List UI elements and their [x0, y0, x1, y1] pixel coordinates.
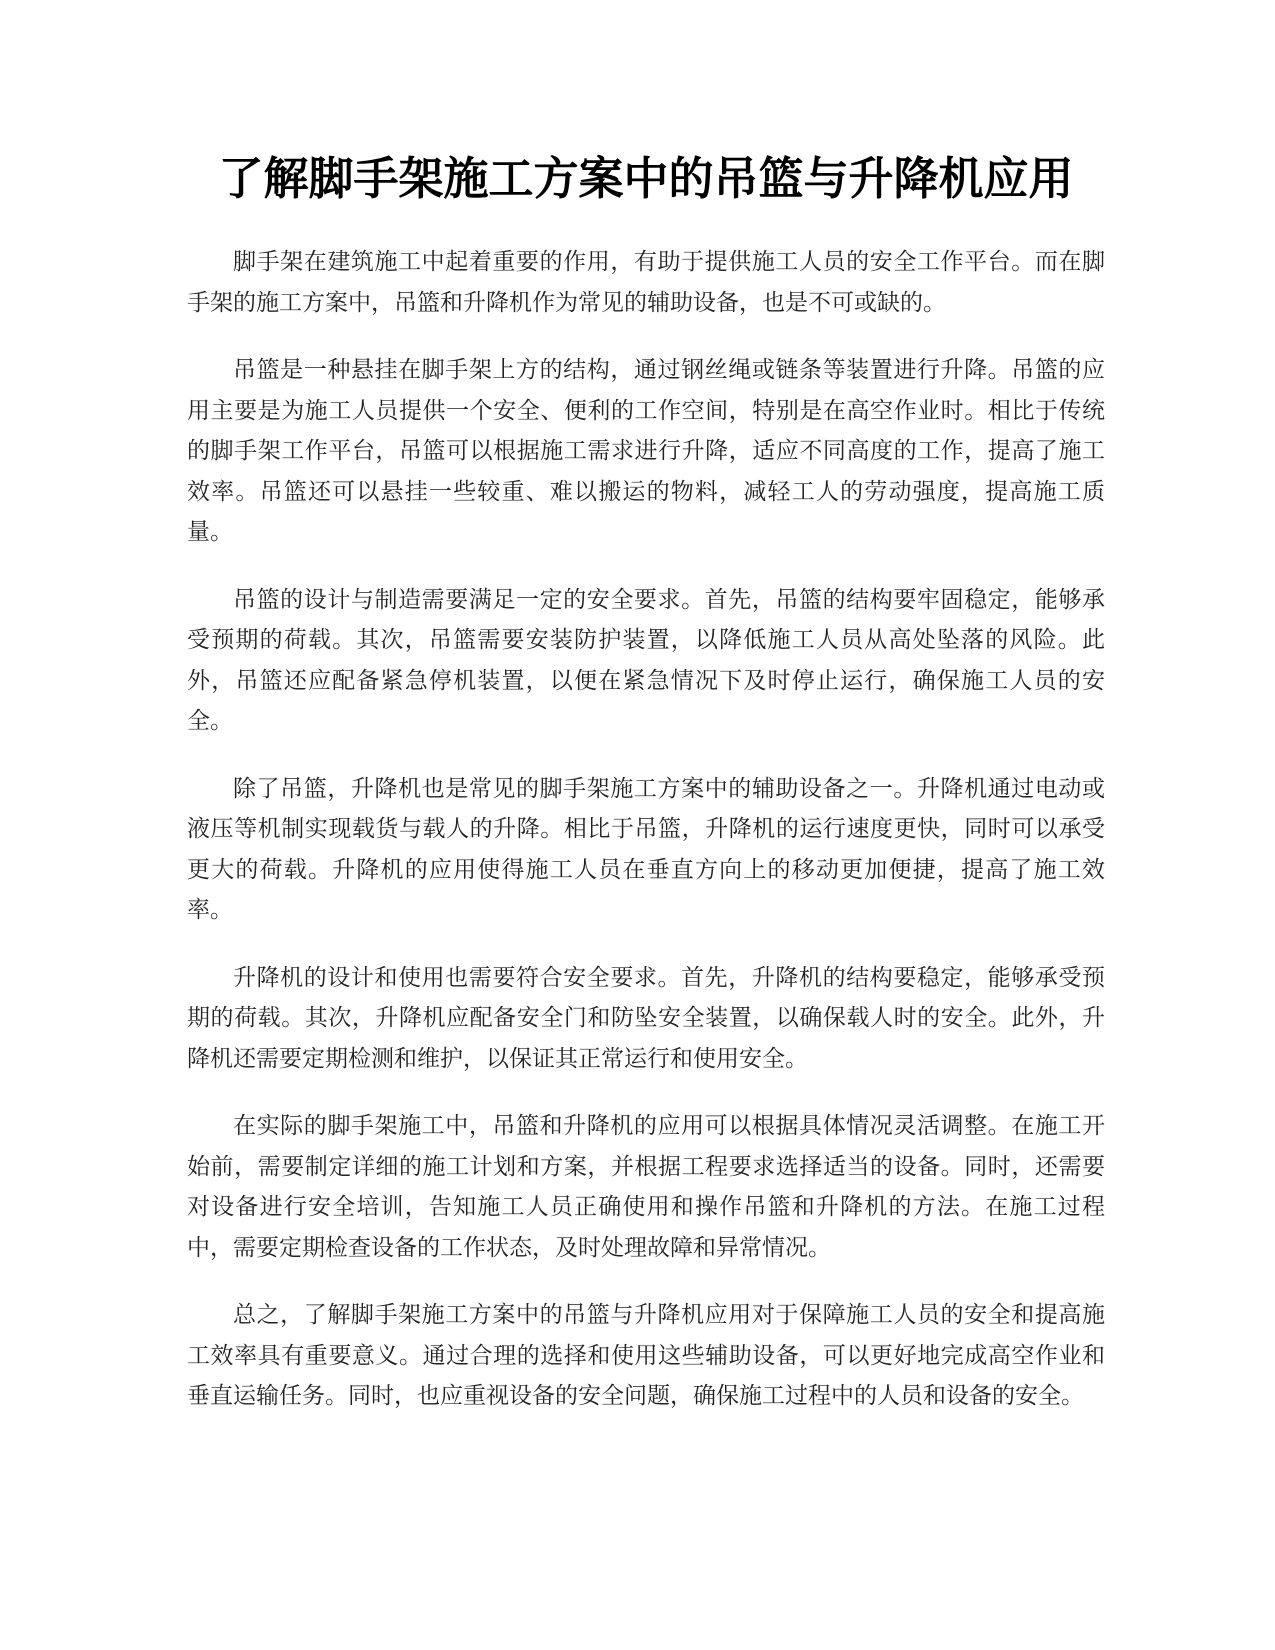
paragraph-lift: 除了吊篮，升降机也是常见的脚手架施工方案中的辅助设备之一。升降机通过电动或液压等机制实现载货与载人的升降。相比于吊篮，升降机的运行速度更快，同时可以承受更大的荷载。升降机的应用使得施工人员在垂直方向上的移动更加便捷，提高了施工效率。 — [187, 775, 1105, 923]
paragraph-basket-safety: 吊篮的设计与制造需要满足一定的安全要求。首先，吊篮的结构要牢固稳定，能够承受预期的荷载。其次，吊篮需要安装防护装置，以降低施工人员从高处坠落的风险。此外，吊篮还应配备紧急停机装置，以便在紧急情况下及时停止运行，确保施工人员的安全。 — [187, 586, 1105, 734]
paragraph-intro: 脚手架在建筑施工中起着重要的作用，有助于提供施工人员的安全工作平台。而在脚手架的施工方案中，吊篮和升降机作为常见的辅助设备，也是不可或缺的。 — [187, 249, 1105, 316]
paragraph-lift-safety: 升降机的设计和使用也需要符合安全要求。首先，升降机的结构要稳定，能够承受预期的荷载。其次，升降机应配备安全门和防坠安全装置，以确保载人时的安全。此外，升降机还需要定期检测和维护，以保证其正常运行和使用安全。 — [187, 964, 1105, 1072]
document-body — [187, 242, 1105, 1417]
paragraph-hanging-basket: 吊篮是一种悬挂在脚手架上方的结构，通过钢丝绳或链条等装置进行升降。吊篮的应用主要是为施工人员提供一个安全、便利的工作空间，特别是在高空作业时。相比于传统的脚手架工作平台，吊篮可以根据施工需求进行升降，适应不同高度的工作，提高了施工效率。吊篮还可以悬挂一些较重、难以搬运的物料，减轻工人的劳动强度，提高施工质量。 — [187, 357, 1105, 545]
paragraph-conclusion: 总之，了解脚手架施工方案中的吊篮与升降机应用对于保障施工人员的安全和提高施工效率具有重要意义。通过合理的选择和使用这些辅助设备，可以更好地完成高空作业和垂直运输任务。同时，也应重视设备的安全问题，确保施工过程中的人员和设备的安全。 — [187, 1302, 1105, 1409]
document-title: 了解脚手架施工方案中的吊篮与升降机应用 — [218, 152, 1074, 205]
paragraph-practice: 在实际的脚手架施工中，吊篮和升降机的应用可以根据具体情况灵活调整。在施工开始前，需要制定详细的施工计划和方案，并根据工程要求选择适当的设备。同时，还需要对设备进行安全培训，告知施工人员正确使用和操作吊篮和升降机的方法。在施工过程中，需要定期检查设备的工作状态，及时处理故障和异常情况。 — [187, 1113, 1105, 1261]
